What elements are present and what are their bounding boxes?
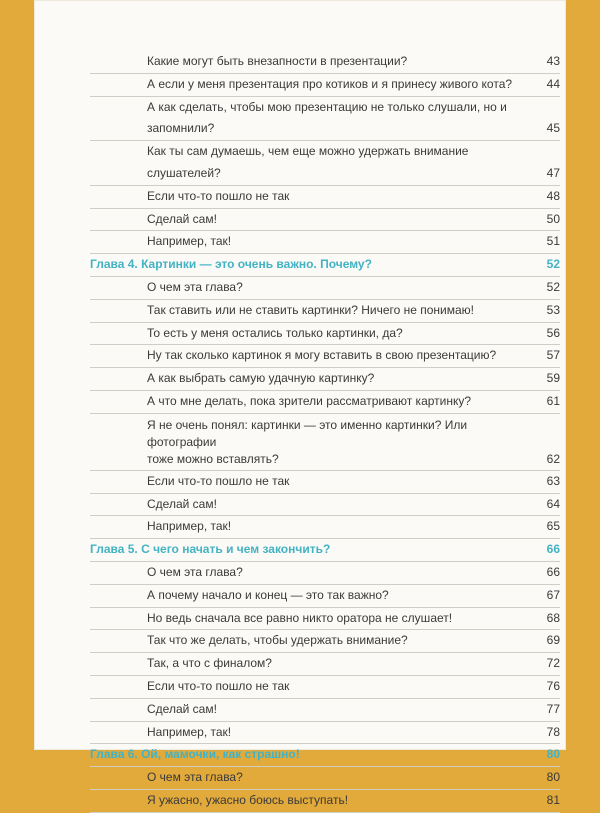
- toc-entry-row: [90, 653, 560, 676]
- book-page: [34, 0, 566, 807]
- entry-title: [90, 51, 536, 73]
- page-number: 44: [546, 76, 560, 91]
- toc-entry-row: [90, 722, 560, 745]
- entry-text: О чем эта глава?: [147, 279, 243, 294]
- entry-text: Сделай сам!: [147, 701, 217, 716]
- page-number: 62: [546, 451, 560, 466]
- page-number: 51: [546, 234, 560, 249]
- page-number: 66: [546, 564, 560, 579]
- chapter-title: [90, 539, 536, 561]
- page-number: 53: [546, 302, 560, 317]
- entry-text: Например, так!: [147, 519, 232, 534]
- toc-entry-row: [90, 494, 560, 517]
- page-number: 52: [546, 257, 560, 272]
- page-number: 63: [546, 473, 560, 488]
- entry-title: [90, 562, 536, 584]
- entry-text: Если что-то пошло не так: [147, 188, 290, 203]
- toc-entry-row: [90, 141, 560, 186]
- entry-title: [90, 231, 536, 253]
- entry-text: А как выбрать самую удачную картинку?: [147, 371, 375, 386]
- entry-text: Ну так сколько картинок я могу вставить в свою презентацию?: [147, 348, 497, 363]
- page-number: 67: [546, 587, 560, 602]
- chapter-title: [90, 254, 536, 276]
- entry-text: Какие могут быть внезапности в презентации?: [147, 54, 408, 68]
- toc-entry-row: [90, 186, 560, 209]
- page-number: 80: [546, 770, 560, 785]
- page-number: 66: [546, 542, 560, 557]
- page-number: 80: [546, 747, 560, 762]
- entry-title: [90, 471, 536, 493]
- toc-entry-row: [90, 209, 560, 232]
- toc-entry-row: [90, 414, 560, 471]
- toc-entry-row: [90, 97, 560, 142]
- page-number: 65: [546, 519, 560, 534]
- entry-title: [90, 722, 536, 744]
- entry-text-continued: тоже можно вставлять?: [147, 451, 279, 466]
- toc-entry-row: [90, 562, 560, 585]
- entry-title: [90, 516, 536, 538]
- page-number: 59: [546, 371, 560, 386]
- entry-title: [90, 676, 536, 698]
- toc-entry-row: [90, 231, 560, 254]
- entry-text: Сделай сам!: [147, 496, 217, 511]
- page-number: 61: [546, 393, 560, 408]
- toc-entry-row: [90, 51, 560, 74]
- page-number: 52: [546, 279, 560, 294]
- page-number: 69: [546, 633, 560, 648]
- page-number: 56: [546, 325, 560, 340]
- entry-text: Я не очень понял: картинки — это именно картинки? Или фотографии: [147, 417, 468, 449]
- entry-text: Если что-то пошло не так: [147, 678, 290, 693]
- page-number: 50: [546, 211, 560, 226]
- entry-text: А как сделать, чтобы мою презентацию не только слушали, но и запомнили?: [147, 99, 507, 136]
- page-number: 78: [546, 724, 560, 739]
- page-number: 77: [546, 701, 560, 716]
- entry-text: Я ужасно, ужасно боюсь выступать!: [147, 792, 349, 807]
- toc-entry-row: [90, 516, 560, 539]
- toc-entry-row: [90, 74, 560, 97]
- page-number: 47: [546, 165, 560, 180]
- entry-text: А если у меня презентация про котиков и я принесу живого кота?: [147, 76, 513, 91]
- entry-text: Сделай сам!: [147, 211, 217, 226]
- page-number: 76: [546, 678, 560, 693]
- entry-text: Глава 5. С чего начать и чем закончить?: [90, 542, 331, 557]
- entry-text: А почему начало и конец — это так важно?: [147, 587, 389, 602]
- page-number: 57: [546, 348, 560, 363]
- entry-title: [90, 323, 536, 345]
- toc-entry-row: [90, 585, 560, 608]
- toc-chapter-row: [90, 254, 560, 277]
- entry-text: То есть у меня остались только картинки, да?: [147, 325, 403, 340]
- entry-title: [90, 345, 536, 367]
- page-number: 68: [546, 610, 560, 625]
- entry-title: [90, 653, 536, 675]
- toc-entry-row: [90, 767, 560, 790]
- page-number: 64: [546, 496, 560, 511]
- entry-title: [90, 74, 536, 96]
- entry-text: Так, а что с финалом?: [147, 656, 272, 671]
- entry-title: [90, 209, 536, 231]
- toc-entry-row: [90, 630, 560, 653]
- entry-text: Например, так!: [147, 724, 232, 739]
- entry-text: О чем эта глава?: [147, 770, 243, 785]
- entry-text: О чем эта глава?: [147, 564, 243, 579]
- page-number: 81: [546, 792, 560, 807]
- entry-title: [90, 186, 536, 208]
- entry-title: [90, 277, 536, 299]
- toc-entry-row: [90, 790, 560, 813]
- entry-text: Глава 6. Ой, мамочки, как страшно!: [90, 747, 300, 762]
- toc-entry-row: [90, 471, 560, 494]
- toc-entry-row: [90, 345, 560, 368]
- entry-title: [90, 300, 536, 322]
- page-number: 48: [546, 188, 560, 203]
- table-of-contents: [90, 51, 560, 813]
- entry-title: [90, 630, 536, 652]
- entry-text: А что мне делать, пока зрители рассматривают картинку?: [147, 393, 472, 408]
- toc-chapter-row: [90, 539, 560, 562]
- toc-entry-row: [90, 699, 560, 722]
- entry-text: Если что-то пошло не так: [147, 473, 290, 488]
- entry-title: [90, 585, 536, 607]
- entry-title: [90, 608, 536, 630]
- entry-text: Но ведь сначала все равно никто оратора не слушает!: [147, 610, 453, 625]
- toc-entry-row: [90, 676, 560, 699]
- page-number: 72: [546, 656, 560, 671]
- entry-text: Глава 4. Картинки — это очень важно. Почему?: [90, 257, 372, 272]
- toc-entry-row: [90, 391, 560, 414]
- entry-title: [90, 141, 536, 185]
- chapter-title: [90, 744, 536, 766]
- entry-title: [90, 391, 536, 413]
- entry-title: [90, 790, 536, 812]
- entry-title: [90, 368, 536, 390]
- entry-text: Так ставить или не ставить картинки? Ничего не понимаю!: [147, 302, 475, 317]
- entry-text: Так что же делать, чтобы удержать внимание?: [147, 633, 408, 648]
- toc-entry-row: [90, 323, 560, 346]
- entry-title: [90, 417, 536, 468]
- toc-chapter-row: [90, 744, 560, 767]
- entry-title: [90, 699, 536, 721]
- entry-text: Как ты сам думаешь, чем еще можно удержать внимание слушателей?: [147, 144, 469, 180]
- entry-text: Например, так!: [147, 234, 232, 249]
- toc-entry-row: [90, 277, 560, 300]
- toc-entry-row: [90, 368, 560, 391]
- toc-entry-row: [90, 300, 560, 323]
- entry-title: [90, 767, 536, 789]
- toc-entry-row: [90, 608, 560, 631]
- entry-title: [90, 97, 536, 141]
- entry-title: [90, 494, 536, 516]
- page-number: 43: [546, 54, 560, 68]
- page-number: 45: [546, 121, 560, 136]
